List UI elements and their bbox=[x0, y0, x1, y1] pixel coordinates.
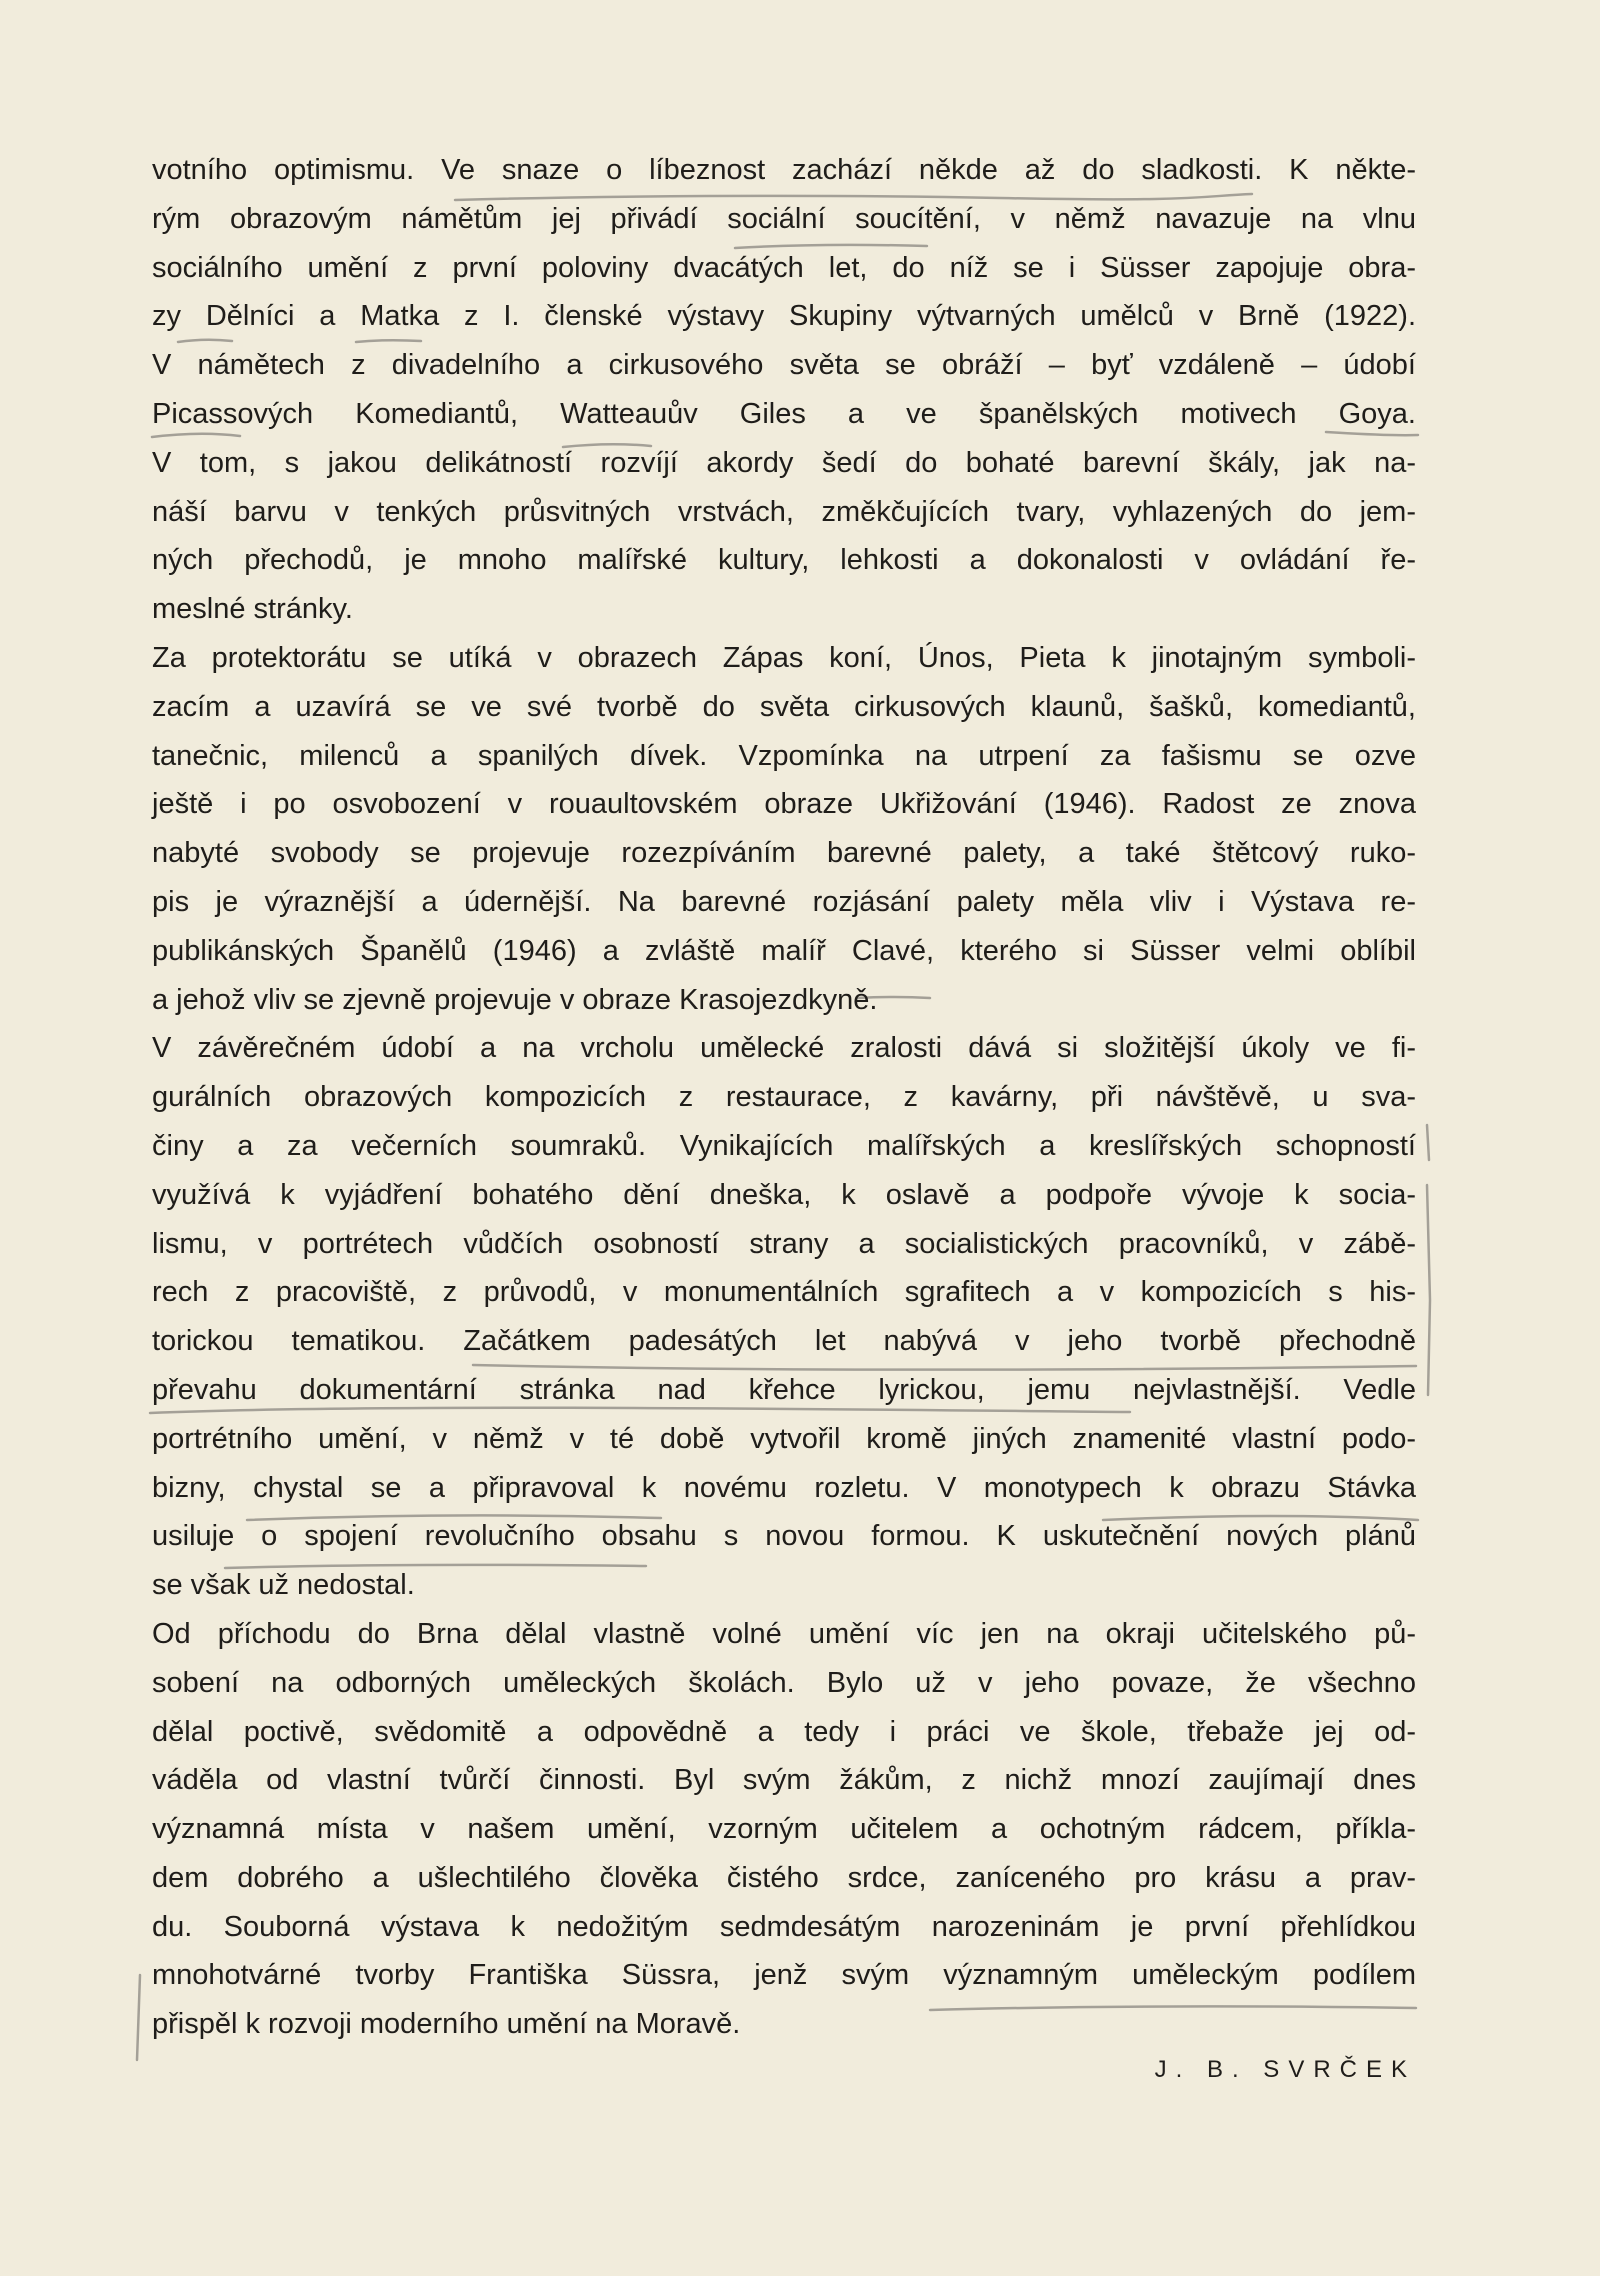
text-line: váděla od vlastní tvůrčí činnosti. Byl svým žákům, z nichž mnozí zaujímají dnes bbox=[152, 1764, 1416, 1797]
text-line: přispěl k rozvoji moderního umění na Moravě. bbox=[152, 2008, 741, 2041]
text-line: V námětech z divadelního a cirkusového světa se obráží – byť vzdáleně – údobí bbox=[152, 349, 1416, 382]
text-line: sociálního umění z první poloviny dvacátých let, do níž se i Süsser zapojuje obra- bbox=[152, 251, 1416, 284]
text-line: Za protektorátu se utíká v obrazech Zápas koní, Únos, Pieta k jinotajným symboli- bbox=[152, 641, 1416, 674]
text-line: zy Dělníci a Matka z I. členské výstavy Skupiny výtvarných umělců v Brně (1922). bbox=[152, 300, 1416, 333]
text-line: ještě i po osvobození v rouaultovském obraze Ukřižování (1946). Radost ze znova bbox=[152, 788, 1416, 821]
text-line: portrétního umění, v němž v té době vytvořil kromě jiných znamenité vlastní podo- bbox=[152, 1422, 1416, 1455]
text-line: bizny, chystal se a připravoval k novému rozletu. V monotypech k obrazu Stávka bbox=[152, 1471, 1416, 1504]
text-line: zacím a uzavírá se ve své tvorbě do světa cirkusových klaunů, šašků, komediantů, bbox=[152, 690, 1416, 723]
text-line: rým obrazovým námětům jej přivádí sociální soucítění, v němž navazuje na vlnu bbox=[152, 202, 1416, 235]
text-line: rech z pracoviště, z průvodů, v monumentálních sgrafitech a v kompozicích s his- bbox=[152, 1276, 1416, 1309]
text-line: využívá k vyjádření bohatého dění dneška, k oslavě a podpoře vývoje k socia- bbox=[152, 1178, 1416, 1211]
paragraph bbox=[152, 1024, 1416, 1610]
text-line: gurálních obrazových kompozicích z restaurace, z kavárny, při návštěvě, u sva- bbox=[152, 1081, 1416, 1114]
text-line: du. Souborná výstava k nedožitým sedmdesátým narozeninám je první přehlídkou bbox=[152, 1910, 1416, 1943]
pencil-margin-line bbox=[137, 1975, 140, 2060]
text-line: ných přechodů, je mnoho malířské kultury, lehkosti a dokonalosti v ovládání ře- bbox=[152, 544, 1416, 577]
text-line: sobení na odborných uměleckých školách. Bylo už v jeho povaze, že všechno bbox=[152, 1666, 1416, 1699]
text-line: náší barvu v tenkých průsvitných vrstvách, změkčujících tvary, vyhlazených do jem- bbox=[152, 495, 1416, 528]
text-line: votního optimismu. Ve snaze o líbeznost zachází někde až do sladkosti. K někte- bbox=[152, 154, 1416, 186]
text-line: lismu, v portrétech vůdčích osobností strany a socialistických pracovníků, v zábě- bbox=[152, 1227, 1416, 1260]
text-line: Picassových Komediantů, Watteauův Giles a ve španělských motivech Goya. bbox=[152, 397, 1416, 430]
text-line: dělal poctivě, svědomitě a odpovědně a tedy i práci ve škole, třebaže jej od- bbox=[152, 1715, 1416, 1748]
text-line: a jehož vliv se zjevně projevuje v obraze Krasojezdkyně. bbox=[152, 983, 878, 1016]
text-line: V tom, s jakou delikátností rozvíjí akordy šedí do bohaté barevní škály, jak na- bbox=[152, 446, 1416, 479]
pencil-margin-line bbox=[1427, 1125, 1430, 1395]
text-line: dem dobrého a ušlechtilého člověka čistého srdce, zaníceného pro krásu a prav- bbox=[152, 1861, 1416, 1894]
text-line: převahu dokumentární stránka nad křehce lyrickou, jemu nejvlastnější. Vedle bbox=[152, 1373, 1416, 1406]
text-line: usiluje o spojení revolučního obsahu s novou formou. K uskutečnění nových plánů bbox=[152, 1520, 1416, 1553]
text-line: významná místa v našem umění, vzorným učitelem a ochotným rádcem, příkla- bbox=[152, 1813, 1416, 1846]
paragraph bbox=[152, 634, 1416, 1024]
paragraph bbox=[152, 1610, 1416, 2049]
text-line: se však už nedostal. bbox=[152, 1569, 415, 1602]
text-line: tanečnic, milenců a spanilých dívek. Vzpomínka na utrpení za fašismu se ozve bbox=[152, 739, 1416, 772]
text-line: Od příchodu do Brna dělal vlastně volné umění víc jen na okraji učitelského pů- bbox=[152, 1617, 1416, 1650]
text-line: mnohotvárné tvorby Františka Süssra, jenž svým významným uměleckým podílem bbox=[152, 1959, 1416, 1992]
article-text bbox=[152, 146, 1416, 2049]
text-line: V závěrečném údobí a na vrcholu umělecké zralosti dává si složitější úkoly ve fi- bbox=[152, 1032, 1416, 1065]
text-line: torickou tematikou. Začátkem padesátých let nabývá v jeho tvorbě přechodně bbox=[152, 1325, 1416, 1358]
text-line: pis je výraznější a údernější. Na barevné rozjásání palety měla vliv i Výstava re- bbox=[152, 885, 1416, 918]
text-line: činy a za večerních soumraků. Vynikajících malířských a kreslířských schopností bbox=[152, 1129, 1416, 1162]
text-line: meslné stránky. bbox=[152, 593, 353, 626]
author-signature: J. B. SVRČEK bbox=[1154, 2056, 1416, 2083]
paragraph bbox=[152, 146, 1416, 634]
text-line: nabyté svobody se projevuje rozezpíváním barevné palety, a také štětcový ruko- bbox=[152, 837, 1416, 870]
text-line: publikánských Španělů (1946) a zvláště malíř Clavé, kterého si Süsser velmi oblíbil bbox=[152, 934, 1416, 967]
